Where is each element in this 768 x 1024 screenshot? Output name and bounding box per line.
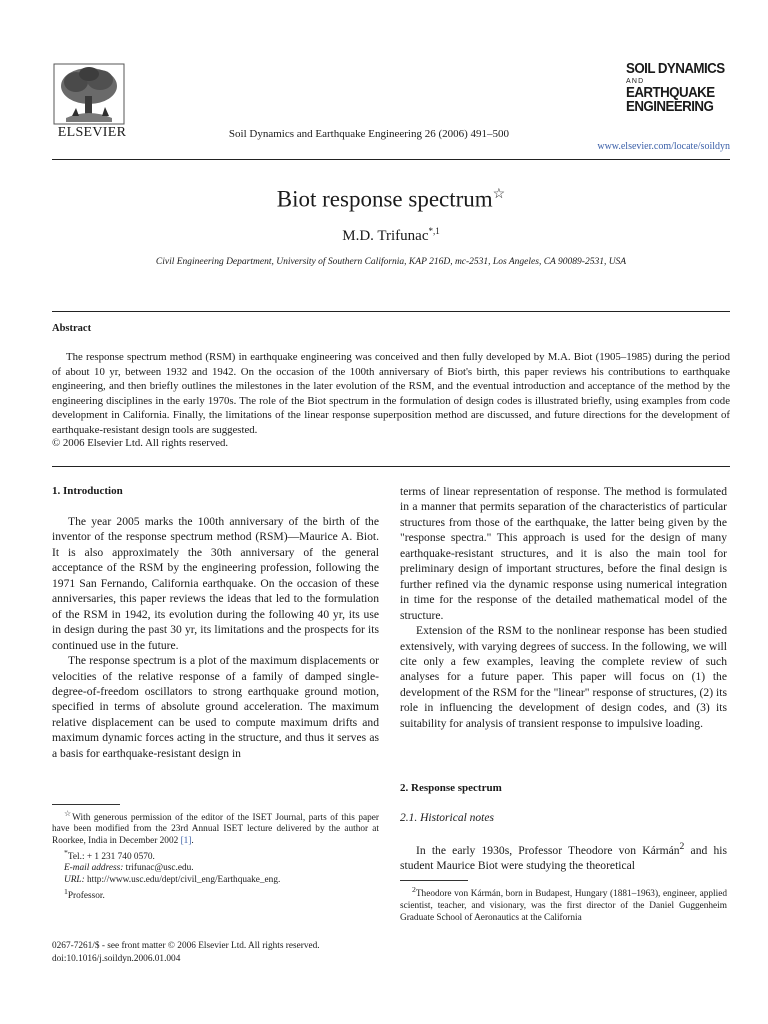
section-heading-response-spectrum: 2. Response spectrum <box>400 782 502 794</box>
issn-line: 0267-7261/$ - see front matter © 2006 Elsevier Ltd. All rights reserved. <box>52 941 320 951</box>
url-label: URL: <box>64 874 85 885</box>
author-line <box>52 226 730 245</box>
abstract-divider-top <box>52 311 730 312</box>
title-footnote-mark[interactable]: ☆ <box>492 187 506 202</box>
author-name: M.D. Trifunac <box>342 228 429 244</box>
journal-citation: Soil Dynamics and Earthquake Engineering 26 (2006) 491–500 <box>228 128 510 140</box>
footnote-1 <box>52 886 379 902</box>
reference-link-1[interactable]: [1] <box>180 835 192 846</box>
historical-footnote-mark[interactable]: 2 <box>679 841 685 852</box>
footnote-divider-left <box>52 804 120 805</box>
footnote-star-text: With generous permission of the editor of the ISET Journal, parts of this paper have been modified from the 23rd Annual ISET lecture delivered by the author at Roorkee, India in December 2002 <box>52 813 379 846</box>
intro-paragraph-2: The response spectrum is a plot of the maximum displacements or velocities of the relative response of a family of damped single-degree-of-freedom oscillators to strong earthquake ground motion, specified in terms of absolute ground acceleration. The maximum relative displacement can be used to compute maximum drifts and maximum dynamic forces acting in the structure, and thus it serves as a basis for earthquake-resistant design in <box>52 654 379 760</box>
footnote-tel-mark: * <box>64 847 68 857</box>
footnote-2-text: Theodore von Kármán, born in Budapest, Hungary (1881–1963), engineer, applied scientist, teacher, and visionary, was the first director of the Daniel Guggenheim Graduate School of Aeronautics at the California <box>400 889 727 923</box>
footnote-1-text: Professor. <box>67 891 105 902</box>
elsevier-tree-icon <box>52 62 126 126</box>
article-title <box>52 186 730 213</box>
doi-line[interactable]: doi:10.1016/j.soildyn.2006.01.004 <box>52 954 181 964</box>
abstract-heading: Abstract <box>52 323 92 334</box>
footnote-star-mark: ☆ <box>64 809 73 818</box>
author-affiliation: Civil Engineering Department, University of Southern California, KAP 216D, mc-2531, Los Angeles, CA 90089-2531, USA <box>155 257 627 267</box>
footnote-1-mark: 1 <box>64 886 68 896</box>
historical-notes-body <box>400 839 727 874</box>
front-matter-info <box>52 940 379 966</box>
email-label: E-mail address: <box>64 863 124 874</box>
abstract-divider-bottom <box>52 466 730 467</box>
footnote-url <box>52 875 379 886</box>
author-footnote-marks[interactable]: *,1 <box>428 226 440 236</box>
journal-logo-line4: ENGINEERING <box>626 99 714 115</box>
email-address[interactable]: trifunac@usc.edu. <box>123 863 194 874</box>
right-paragraph-2: Extension of the RSM to the nonlinear response has been studied extensively, with varying degrees of success. In the following, we will cite only a few examples, leaving the complete review of such analyses for a future paper. This paper will focus on (1) the development of the RSM for the "linear" response of structures, (2) its role in influencing the development of design codes, and (3) its suitability for analysis of transient response to impulsive loading. <box>400 624 727 730</box>
journal-logo-line1: SOIL DYNAMICS <box>626 61 725 77</box>
journal-logo-line3: EARTHQUAKE <box>626 84 715 101</box>
footnote-2-mark: 2 <box>412 885 416 894</box>
left-column-body <box>52 514 379 761</box>
historical-paragraph-1 <box>400 839 727 874</box>
journal-logo <box>626 62 726 115</box>
historical-text-a: In the early 1930s, Professor Theodore von Kármán <box>416 843 680 857</box>
footnote-star <box>52 808 379 847</box>
title-text: Biot response spectrum <box>276 186 493 212</box>
right-paragraph-1: terms of linear representation of response. The method is formulated in a manner that permits separation of the characteristics of particular structures from those of the earthquake, the latter being given by the "response spectra." This approach is used for the design of many earthquake-resistant structures, and it is also the main tool for preliminary design of important structures, before the final design is further refined via the dynamic response using numerical integration in time for the response of the detailed mathematical model of the structure. <box>400 485 727 622</box>
footnote-star-end: . <box>191 835 194 846</box>
intro-paragraph-1: The year 2005 marks the 100th anniversary of the birth of the inventor of the response spectrum method (RSM)—Maurice A. Biot. It is also approximately the 30th anniversary of the general acceptance of the RSM by the engineering profession, following the 1971 San Fernando, California earthquake. On the occasion of these anniversaries, this paper reviews the ideas that led to the formulation of the RSM in 1942, its evolution during the following 40 yr, its use in design during the past 30 yr, its limitations and the prospects for its continued use in the future. <box>52 515 379 652</box>
right-column-body <box>400 484 727 731</box>
footnote-tel <box>52 847 379 863</box>
abstract-text: The response spectrum method (RSM) in earthquake engineering was conceived and then fully developed by M.A. Biot (1905–1985) during the period of about 10 yr, between 1932 and 1942. On the occasion of the 100th anniversary of Biot's birth, this paper reviews his contributions to earthquake engineering, and then briefly outlines the milestones in the later evolution of the RSM, and the eventual introduction and acceptance of the method by the engineering disciplines in the early 1970s. The role of the Biot spectrum in the formulation of design codes is illustrated briefly, using examples from code development in California. Finally, the limitations of the linear response superposition method are discussed, and future directions for the development of earthquake-resistant design tools are suggested. <box>52 351 730 436</box>
footnote-tel-text: Tel.: + 1 231 740 0570. <box>67 852 155 863</box>
left-footnotes <box>52 808 379 902</box>
abstract-copyright: © 2006 Elsevier Ltd. All rights reserved. <box>52 437 229 449</box>
journal-logo-line2: AND <box>626 77 645 85</box>
footnote-divider-right <box>400 880 468 881</box>
section-heading-introduction: 1. Introduction <box>52 485 123 497</box>
footnote-email <box>52 863 379 874</box>
header-divider <box>52 159 730 160</box>
author-url[interactable]: http://www.usc.edu/dept/civil_eng/Earthquake_eng. <box>84 874 281 885</box>
footnote-2 <box>400 884 727 924</box>
subsection-heading-historical-notes: 2.1. Historical notes <box>400 812 494 824</box>
publisher-name: ELSEVIER <box>57 125 127 140</box>
journal-url-link[interactable]: www.elsevier.com/locate/soildyn <box>597 141 730 152</box>
historical-text-b: and his student Maurice Biot were studying the theoretical <box>400 843 727 873</box>
